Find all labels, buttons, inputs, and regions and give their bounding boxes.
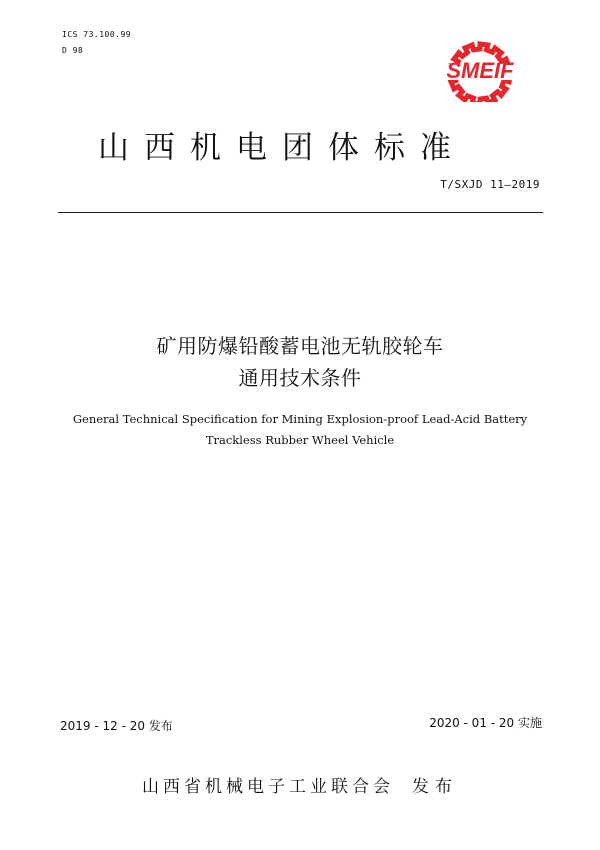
smeif-logo — [428, 30, 532, 102]
publisher-line — [0, 772, 600, 797]
implementation-date: 2020 - 01 - 20 实施 — [429, 716, 542, 730]
title-en-line2: Trackless Rubber Wheel Vehicle — [205, 433, 395, 447]
standard-number: T/SXJD 11—2019 — [440, 178, 540, 191]
logo-text: SMEIF — [446, 58, 514, 83]
header-divider — [58, 212, 543, 213]
publisher-name: 山西省机械电子工业联合会 — [142, 777, 394, 797]
issue-date: 2019 - 12 - 20 发布 — [60, 719, 173, 733]
title-cn-line2: 通用技术条件 — [238, 366, 362, 390]
ccs-code: D 98 — [62, 46, 84, 55]
ics-code: ICS 73.100.99 — [62, 30, 132, 39]
standard-org-title: 山西机电团体标准 — [98, 130, 466, 166]
title-cn-line1: 矿用防爆铅酸蓄电池无轨胶轮车 — [156, 334, 444, 358]
publish-label: 发布 — [412, 777, 458, 797]
title-en-line1: General Technical Specification for Mining Explosion-proof Lead-Acid Battery — [72, 412, 528, 426]
